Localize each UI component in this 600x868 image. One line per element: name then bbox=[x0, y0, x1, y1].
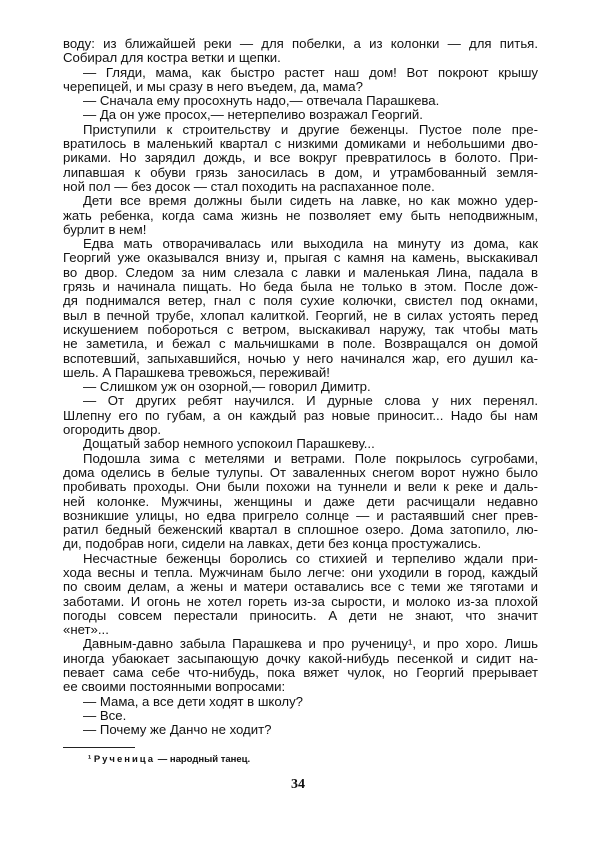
text-line: искушением побороться с ветром, выскакивал наружу, так чтобы мать bbox=[63, 321, 538, 337]
text-line: вспотевший, запыхавшийся, ночью у него начинался жар, его душил ка- bbox=[63, 350, 538, 366]
text-line: грязь и начинала пищать. Но беда была не только в этом. После дож- bbox=[63, 279, 538, 295]
text-line: Шлепну его по губам, а он каждый раз новые приносит... Надо бы нам bbox=[63, 407, 538, 423]
text-line: Едва мать отворачивалась или выходила на минуту из дома, как bbox=[83, 236, 538, 252]
text-line: Приступили к строительству и другие беженцы. Пустое поле пре- bbox=[83, 121, 538, 137]
footnote-mark: ¹ bbox=[88, 754, 92, 765]
page-number: 34 bbox=[291, 777, 305, 792]
footnote bbox=[88, 754, 250, 765]
text-line: ди, подобрав ноги, сидели на лавках, дети без конца простужались. bbox=[63, 536, 482, 552]
text-line: не заметила, и бежал с мальчишками в поле. Возвращался он домой bbox=[63, 336, 538, 352]
text-line: возникшие улицы, но едва пригрело солнце — и растаявший снег прев- bbox=[63, 507, 538, 523]
text-line: — Почему же Данчо не ходит? bbox=[83, 722, 272, 738]
footnote-divider bbox=[63, 747, 135, 748]
text-line: по своим делам, а жены и матери оставались все с теми же тяготами и bbox=[63, 579, 538, 595]
text-line: — Мама, а все дети ходят в школу? bbox=[83, 693, 304, 709]
text-line: певает сама себе что-нибудь, пока вяжет чулок, но Георгий прерывает bbox=[63, 665, 538, 681]
text-line: — Слишком уж он озорной,— говорил Димитр. bbox=[83, 379, 371, 395]
text-line: — Да он уже просох,— нетерпеливо возражал Георгий. bbox=[83, 107, 423, 123]
text-line: огородить двор. bbox=[63, 422, 162, 438]
text-line: ратил бедный беженский квартал в сплошное озеро. Дома затопило, лю- bbox=[63, 522, 538, 538]
text-line: выл в печной трубе, хлопал калиткой. Георгий, не в силах устоять перед bbox=[63, 307, 538, 323]
text-line: жать ребенка, когда сама жизнь не позволяет ему быть неподвижным, bbox=[63, 207, 538, 223]
text-line: Несчастные беженцы боролись со стихией и терпеливо ждали при- bbox=[83, 550, 538, 566]
text-line: бурлит в нем! bbox=[63, 221, 147, 237]
body-text bbox=[63, 37, 538, 738]
text-line: — Гляди, мама, как быстро растет наш дом! Вот покроют крышу bbox=[83, 64, 538, 80]
text-line: Собирал для костра ветки и щепки. bbox=[63, 50, 281, 66]
text-line: — Сначала ему просохнуть надо,— отвечала Парашкева. bbox=[83, 93, 440, 109]
text-line: пробивать проходы. Они были похожи на туннели и вели к реке и даль- bbox=[63, 479, 538, 495]
text-line: хода весны и тепла. Мужчинам было легче: они уходили в город, каждый bbox=[63, 564, 538, 580]
text-line: шель. А Парашкева тревожься, переживай! bbox=[63, 364, 330, 380]
text-line: ней колонке. Мужчины, женщины и даже дети расчищали недавно bbox=[63, 493, 538, 509]
text-line: липавшая к обуви грязь заносилась в дом, и утрамбованный земля- bbox=[63, 164, 538, 180]
text-line: риками. Но зарядил дождь, и все вокруг превратилось в болото. При- bbox=[63, 150, 538, 166]
text-line: заботами. И огонь не хотел гореть из-за сырости, и молоко из-за плохой bbox=[63, 593, 538, 609]
text-line: во двор. Следом за ним слезала с лавки и маленькая Лина, падала в bbox=[63, 264, 538, 280]
footnote-definition: — народный танец. bbox=[155, 754, 251, 765]
text-line: «нет»... bbox=[63, 622, 109, 638]
footnote-term: Рученица bbox=[93, 754, 156, 765]
text-line: воду: из ближайшей реки — для побелки, а из колонки — для питья. bbox=[63, 36, 538, 51]
text-line: вратилось в маленький квартал с низкими домиками и небольшими дво- bbox=[63, 136, 538, 152]
text-line: — Все. bbox=[83, 707, 127, 723]
text-line: ной пол — без досок — стал походить на распаханное поле. bbox=[63, 178, 435, 194]
text-line: дя поднимался ветер, гнал с поля сухие колючки, свистел под окнами, bbox=[63, 293, 538, 309]
text-line: Дети все время должны были сидеть на лавке, но как можно удер- bbox=[83, 193, 538, 209]
text-line: дома оделись в белые тулупы. От заваленных снегом ворот нужно было bbox=[63, 464, 538, 480]
text-line: Дощатый забор немного успокоил Парашкеву... bbox=[83, 436, 375, 452]
text-line: иногда убаюкает засыпающую дочку какой-нибудь песенкой и сидит на- bbox=[63, 650, 538, 666]
text-line: Подошла зима с метелями и ветрами. Поле покрылось сугробами, bbox=[83, 450, 538, 466]
text-line: погоды совсем перестали приносить. А дети не знают, что значит bbox=[63, 607, 538, 623]
text-line: — От других ребят научился. И дурные слова у них перенял. bbox=[83, 393, 538, 409]
text-line: ее своими постоянными вопросами: bbox=[63, 679, 286, 695]
text-line: черепицей, и мы сразу в него въедем, да, мама? bbox=[63, 78, 363, 94]
text-line: Георгий уже оказывался внизу и, прыгая с камня на камень, выскакивал bbox=[63, 250, 538, 266]
text-line: Давным-давно забыла Парашкева и про рученицу¹, и про хоро. Лишь bbox=[83, 636, 538, 652]
